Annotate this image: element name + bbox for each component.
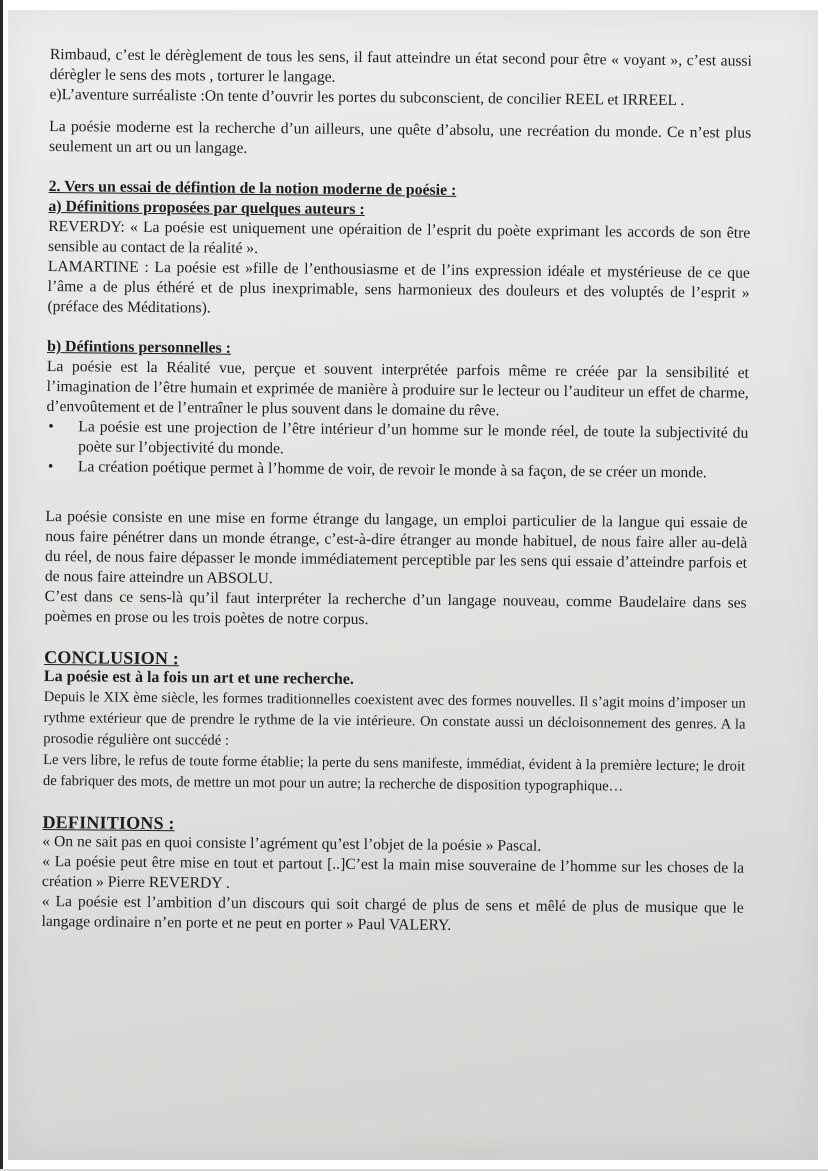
conclusion-subtitle: La poésie est à la fois un art et une recherche. [43, 667, 355, 688]
strange-language-paragraph: La poésie consiste en une mise en forme étrange du langage, un emploi particulier de la langue qui essaie de nous faire pénétrer dans un monde étrange, c’est-à-dire étranger au monde habituel, de nous faire aller au-delà du réel, de nous faire dépasser le monde immédiatement perceptible par les sens qui essaie d’atteindre parfois et de nous faire atteindre un ABSOLU. [44, 507, 748, 588]
section-2a-title: a) Définitions proposées par quelques auteurs : [48, 197, 365, 219]
bullet-icon: • [48, 418, 54, 436]
definition-quote-reverdy: « La poésie peut être mise en tout et partout [..]C’est la main mise souveraine de l’homme sur les choses de la création » Pierre REVERDY . [41, 852, 745, 892]
definition-quote-pascal: « On ne sait pas en quoi consiste l’agrément qu’est l’objet de la poésie » Pascal. [42, 832, 542, 855]
scan-left-edge [0, 0, 3, 1171]
intro-modern-poetry-paragraph: La poésie moderne est la recherche d’un ailleurs, une quête d’absolu, une recréation du monde. Ce n’est plus seulement un art ou un langage. [48, 117, 752, 157]
conclusion-body: Depuis le XIX ème siècle, les formes traditionnelles coexistent avec des formes nouvelles. Il s’agit moins d’imposer un rythme extérieur que de prendre le rythme de la vie intérieure. On constate aussi un décloisonnement des genres. A la prosodie régulière ont succédé : [43, 688, 746, 749]
definition-quote-valery: « La poésie est l’ambition d’un discours qui soit chargé de plus de sens et mêlé de plus de musique que le langage ordinaire n’en porte et ne peut en porter » Paul VALERY. [41, 892, 744, 934]
bullet-text: La création poétique permet à l’homme de voir, de revoir le monde à sa façon, de se créer un monde. [77, 458, 707, 482]
lamartine-definition: LAMARTINE : La poésie est »fille de l’enthousiasme et de l’ins expression idéale et mystérieuse de ce que l’âme a de plus éthéré et de plus inexprimable, sens harmonieux des douleurs et des voluptés de l’esprit » (préface des Méditations). [47, 257, 750, 317]
conclusion-title: CONCLUSION : [44, 646, 180, 669]
intro-rimbaud-paragraph: Rimbaud, c’est le dérèglement de tous les sens, il faut atteindre un état second pour être « voyant », c’est aussi dérègler le sens des mots , torturer le langage. [49, 45, 752, 86]
definitions-title: DEFINITIONS : [42, 811, 175, 834]
bullet-icon: • [47, 458, 54, 476]
page-content [41, 45, 751, 939]
document-page [8, 10, 818, 1160]
personal-definition-bullets [46, 417, 749, 484]
conclusion-body-list: Le vers libre, le refus de toute forme établie; la perte du sens manifeste, immédiat, évident à la première lecture; le droit de fabriquer des mots, de mettre un mot pour un autre; la recherche de disposition typographique… [42, 751, 746, 795]
bullet-item [46, 417, 748, 464]
intro-surrealism-paragraph: e)L’aventure surréaliste :On tente d’ouvrir les portes du subconscient, de concilier REEL et IRREEL . [49, 85, 685, 110]
personal-definition-paragraph: La poésie est la Réalité vue, perçue et souvent interprétée parfois même re créée par la sensibilité et l’imagination de l’être humain et exprimée de manière à produire sur le lecteur ou l’auditeur un effet de charme, d’envoûtement et de l’entraîner le plus souvent dans le domaine du rêve. [46, 357, 749, 420]
new-language-paragraph: C’est dans ce sens-là qu’il faut interpréter la recherche d’un langage nouveau, comme Baudelaire dans ses poèmes en prose ou les trois poètes de notre corpus. [44, 587, 747, 629]
section-2-title: 2. Vers un essai de défintion de la notion moderne de poésie : [48, 177, 457, 199]
reverdy-definition: REVERDY: « La poésie est uniquement une opéraition de l’esprit du poète exprimant les accords de son être sensible au contact de la réalité ». [47, 217, 751, 258]
bullet-text: La poésie est une projection de l’être intérieur d’un homme sur le monde réel, de toute la subjectivité du poète sur l’objectivité du monde. [78, 418, 749, 458]
section-2b-title: b) Défintions personnelles : [47, 337, 232, 357]
